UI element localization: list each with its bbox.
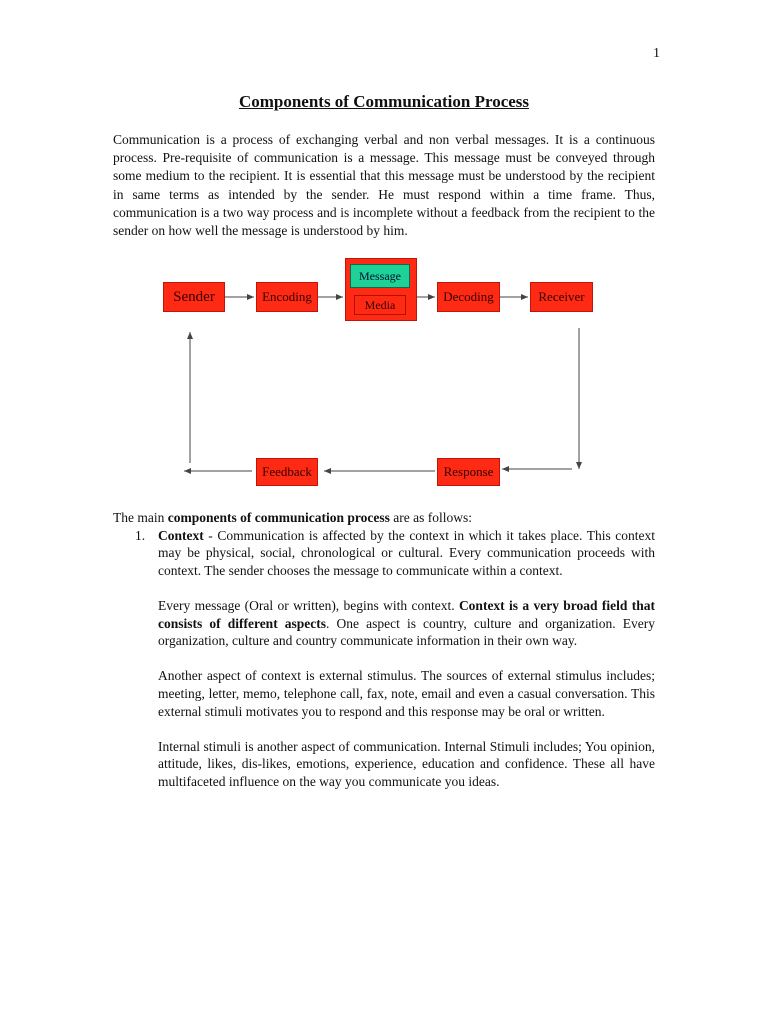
decoding-box: Decoding [437, 282, 500, 312]
sender-box: Sender [163, 282, 225, 312]
page-title: Components of Communication Process [238, 92, 530, 111]
list-item-context [113, 527, 655, 791]
receiver-box: Receiver [530, 282, 593, 312]
message-box: Message [350, 264, 410, 288]
components-lead: The main components of communication process are as follows: [113, 510, 472, 525]
media-box: Media [354, 295, 406, 315]
channel-box [345, 258, 417, 321]
communication-process-diagram [150, 255, 600, 495]
components-section [113, 509, 655, 808]
list-item-number: 1. [135, 527, 146, 543]
context-broad-paragraph: Every message (Oral or written), begins with context. Context is a very broad field that consists of different aspects. One aspect is country, culture and organization. Every organization, culture and country communicate information in their own way. [158, 597, 656, 649]
context-paragraph: Context - Communication is affected by the context in which it takes place. This context may be physical, social, chronological or cultural. Every communication proceeds with context. The sender chooses the message to communicate within a context. [158, 527, 655, 578]
encoding-box: Encoding [256, 282, 318, 312]
page-number: 1 [653, 46, 660, 61]
external-stimulus-paragraph: Another aspect of context is external stimulus. The sources of external stimulus includes; meeting, letter, memo, telephone call, fax, note, email and even a casual conversation. This external stimuli motivates you to respond and this response may be oral or written. [158, 668, 655, 719]
internal-stimuli-paragraph: Internal stimuli is another aspect of communication. Internal Stimuli includes; You opinion, attitude, likes, dis-likes, emotions, experience, education and confidence. These all have multifaceted influence on the way you communicate you ideas. [158, 738, 655, 789]
response-box: Response [437, 458, 500, 486]
feedback-box: Feedback [256, 458, 318, 486]
components-list [113, 527, 655, 791]
intro-paragraph: Communication is a process of exchanging verbal and non verbal messages. It is a continuous process. Pre-requisite of communication is a message. This message must be conveyed through some medium to the recipient. It is essential that this message must be understood by the recipient in same terms as intended by the sender. He must respond within a time frame. Thus, communication is a two way process and is incomplete without a feedback from the recipient to the sender on how well the message is understood by him. [113, 132, 655, 239]
